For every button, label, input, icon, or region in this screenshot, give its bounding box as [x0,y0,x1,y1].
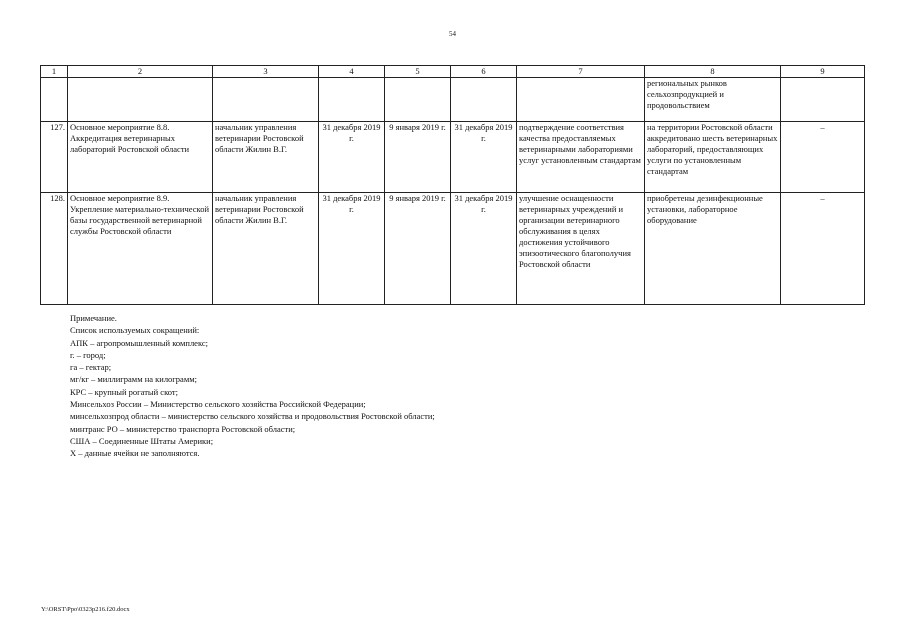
table-row [41,193,865,305]
start-fact-date: 9 января 2019 г. [385,193,451,305]
header-col-6: 6 [451,66,517,78]
report-table [40,65,865,305]
abbreviation-item: США – Соединенные Штаты Америки; [70,435,214,446]
event-name: Основное мероприятие 8.9. Укрепление материально-технической базы государственной ветеринарной службы Ростовской области [68,193,213,305]
start-plan-date: 31 декабря 2019 г. [319,122,385,193]
start-fact-date: 9 января 2019 г. [385,122,451,193]
abbreviation-item: минсельхозпрод области – министерство сельского хозяйства и продовольствия Ростовской области; [70,411,435,422]
continuation-cell: региональных рынков сельхозпродукцией и продовольствием [645,78,781,122]
start-plan-date: 31 декабря 2019 г. [319,193,385,305]
abbreviation-item: минтранс РО – министерство транспорта Ростовской области; [70,423,296,434]
notes-block [70,312,850,460]
header-col-5: 5 [385,66,451,78]
footer-file-path: Y:\ORST\Ppo\0323p216.f20.docx [41,606,130,613]
end-date: 31 декабря 2019 г. [451,193,517,305]
responsible-person: начальник управления ветеринарии Ростовской области Жилин В.Г. [213,122,319,193]
abbreviation-item: га – гектар; [70,362,112,373]
abbreviation-item: АПК – агропромышленный комплекс; [70,337,209,348]
header-col-9: 9 [781,66,865,78]
row-number: 127. [41,122,68,193]
continuation-row [41,78,865,122]
header-col-8: 8 [645,66,781,78]
abbreviations-title: Список используемых сокращений: [70,325,200,336]
row-note: – [781,122,865,193]
event-name: Основное мероприятие 8.8. Аккредитация ветеринарных лабораторий Ростовской области [68,122,213,193]
abbreviation-item: Х – данные ячейки не заполняются. [70,448,200,459]
expected-result: улучшение оснащенности ветеринарных учреждений и организации ветеринарного обслуживания в целях достижения устойчивого эпизоотического благополучия Ростовской области [517,193,645,305]
expected-result: подтверждение соответствия качества предоставляемых ветеринарными лабораториями услуг установленным стандартам [517,122,645,193]
end-date: 31 декабря 2019 г. [451,122,517,193]
abbreviation-item: мг/кг – миллиграмм на килограмм; [70,374,197,385]
header-col-7: 7 [517,66,645,78]
header-col-3: 3 [213,66,319,78]
abbreviation-item: Минсельхоз России – Министерство сельского хозяйства Российской Федерации; [70,399,366,410]
table-row [41,122,865,193]
row-note: – [781,193,865,305]
row-number: 128. [41,193,68,305]
abbreviation-item: КРС – крупный рогатый скот; [70,386,178,397]
table-header-row [41,66,865,78]
responsible-person: начальник управления ветеринарии Ростовской области Жилин В.Г. [213,193,319,305]
actual-result: приобретены дезинфекционные установки, лабораторное оборудование [645,193,781,305]
abbreviation-item: г. – город; [70,349,106,360]
page-number: 54 [449,30,456,38]
actual-result: на территории Ростовской области аккредитовано шесть ветеринарных лабораторий, предоставляющих услуги по установленным стандартам [645,122,781,193]
notes-title: Примечание. [70,313,117,323]
header-col-4: 4 [319,66,385,78]
header-col-2: 2 [68,66,213,78]
header-col-1: 1 [41,66,68,78]
